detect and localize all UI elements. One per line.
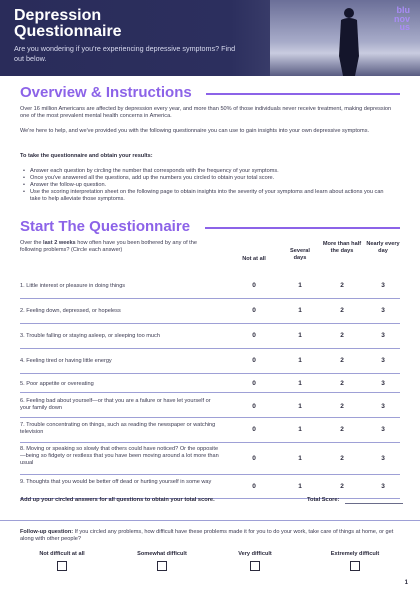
instruction-item: • Use the scoring interpretation sheet on the following page to obtain insights into the severity of your symptoms and learn about actions you can take to help alleviate those symptoms. xyxy=(22,189,392,203)
score-option-0[interactable]: 0 xyxy=(252,307,256,314)
question-row xyxy=(20,475,400,499)
column-header-more-than-half: More than half the days xyxy=(322,241,362,254)
score-option-3[interactable]: 3 xyxy=(381,357,385,364)
logo-line: blu xyxy=(396,5,410,15)
questionnaire-lead xyxy=(20,240,220,254)
score-option-3[interactable]: 3 xyxy=(381,282,385,289)
lead-text: how often have you been bothered by any of the following problems? (Circle each answer) xyxy=(20,240,197,253)
lead-text: Over the xyxy=(20,240,44,246)
instruction-list xyxy=(22,168,392,203)
overview-rule xyxy=(206,93,400,95)
total-score-field[interactable] xyxy=(345,503,403,504)
question-row xyxy=(20,393,400,418)
logo-line: nov xyxy=(393,13,410,24)
option-label: Somewhat difficult xyxy=(137,551,187,557)
section-divider xyxy=(0,520,420,521)
score-option-3[interactable]: 3 xyxy=(381,403,385,410)
score-option-1[interactable]: 1 xyxy=(298,380,302,387)
score-option-1[interactable]: 1 xyxy=(298,426,302,433)
question-text: 3. Trouble falling or staying asleep, or sleeping too much xyxy=(20,333,160,339)
score-option-2[interactable]: 2 xyxy=(340,332,344,339)
question-row xyxy=(20,443,400,475)
title-line-1: Depression xyxy=(14,7,102,24)
option-checkbox[interactable] xyxy=(57,561,67,571)
followup-question xyxy=(20,529,405,544)
page-number: 1 xyxy=(404,580,408,586)
question-row xyxy=(20,374,400,393)
overview-paragraph-1: Over 16 million Americans are affected by depression every year, and more than 50% of those individuals never receive treatment, making depression one of the most prevalent mental health concerns in America. xyxy=(20,106,392,120)
total-instruction: Add up your circled answers for all questions to obtain your total score. xyxy=(20,497,215,503)
followup-label: Follow-up question: xyxy=(20,529,74,535)
question-row xyxy=(20,274,400,299)
question-text: 9. Thoughts that you would be better off dead or hurting yourself in some way xyxy=(20,479,212,485)
question-text: 2. Feeling down, depressed, or hopeless xyxy=(20,308,121,314)
title-line-2: Questionnaire xyxy=(14,23,122,40)
score-option-2[interactable]: 2 xyxy=(340,483,344,490)
person-silhouette-icon xyxy=(336,6,362,76)
questionnaire-header xyxy=(20,240,400,274)
score-option-1[interactable]: 1 xyxy=(298,332,302,339)
score-option-0[interactable]: 0 xyxy=(252,357,256,364)
score-option-3[interactable]: 3 xyxy=(381,332,385,339)
overview-title: Overview & Instructions xyxy=(20,84,192,101)
column-header-not-at-all: Not at all xyxy=(242,256,266,262)
score-option-2[interactable]: 2 xyxy=(340,455,344,462)
option-checkbox[interactable] xyxy=(350,561,360,571)
score-option-2[interactable]: 2 xyxy=(340,426,344,433)
followup-text: If you circled any problems, how difficult have these problems made it for you to do your work, take care of things at home, or get along with other people? xyxy=(20,529,394,543)
option-checkbox[interactable] xyxy=(157,561,167,571)
question-text: 7. Trouble concentrating on things, such as reading the newspaper or watching television xyxy=(20,422,216,436)
overview-paragraph-2: We're here to help, and we've provided you with the following questionnaire you can use to gain insights into your own depressive symptoms. xyxy=(20,128,370,134)
score-option-3[interactable]: 3 xyxy=(381,307,385,314)
instruction-item: • Answer each question by circling the number that corresponds with the frequency of your symptoms. xyxy=(22,168,392,175)
question-text: 5. Poor appetite or overeating xyxy=(20,381,94,387)
questionnaire-rule xyxy=(205,227,400,229)
score-option-3[interactable]: 3 xyxy=(381,380,385,387)
score-option-0[interactable]: 0 xyxy=(252,282,256,289)
column-header-several-days: Several days xyxy=(290,248,310,261)
score-option-3[interactable]: 3 xyxy=(381,455,385,462)
option-label: Extremely difficult xyxy=(330,551,380,557)
lead-emphasis: last 2 weeks xyxy=(43,240,76,246)
score-option-0[interactable]: 0 xyxy=(252,455,256,462)
score-option-1[interactable]: 1 xyxy=(298,403,302,410)
score-option-1[interactable]: 1 xyxy=(298,357,302,364)
questionnaire-title: Start The Questionnaire xyxy=(20,218,191,235)
score-option-0[interactable]: 0 xyxy=(252,403,256,410)
question-text: 1. Little interest or pleasure in doing things xyxy=(20,283,126,289)
score-option-1[interactable]: 1 xyxy=(298,455,302,462)
difficulty-option-extremely xyxy=(310,551,400,571)
logo-line: us xyxy=(399,22,410,32)
option-label: Very difficult xyxy=(238,551,272,557)
question-text: 4. Feeling tired or having little energy xyxy=(20,358,112,364)
score-option-0[interactable]: 0 xyxy=(252,483,256,490)
difficulty-option-somewhat xyxy=(122,551,202,571)
steps-title: To take the questionnaire and obtain your results: xyxy=(20,153,153,159)
question-row xyxy=(20,418,400,443)
score-option-1[interactable]: 1 xyxy=(298,307,302,314)
total-score-label: Total Score: xyxy=(307,497,340,503)
score-option-0[interactable]: 0 xyxy=(252,426,256,433)
option-label: Not difficult at all xyxy=(39,551,85,557)
score-option-1[interactable]: 1 xyxy=(298,483,302,490)
score-option-3[interactable]: 3 xyxy=(381,483,385,490)
question-table xyxy=(20,274,400,499)
score-option-2[interactable]: 2 xyxy=(340,380,344,387)
score-option-2[interactable]: 2 xyxy=(340,282,344,289)
score-option-0[interactable]: 0 xyxy=(252,380,256,387)
difficulty-option-not-difficult xyxy=(22,551,102,571)
question-row xyxy=(20,299,400,324)
difficulty-option-very xyxy=(220,551,290,571)
score-option-0[interactable]: 0 xyxy=(252,332,256,339)
score-option-2[interactable]: 2 xyxy=(340,307,344,314)
intro-text: Are you wondering if you're experiencing depressive symptoms? Find out below. xyxy=(14,44,236,63)
option-checkbox[interactable] xyxy=(250,561,260,571)
score-option-2[interactable]: 2 xyxy=(340,357,344,364)
score-option-2[interactable]: 2 xyxy=(340,403,344,410)
brand-logo xyxy=(380,6,410,32)
score-option-3[interactable]: 3 xyxy=(381,426,385,433)
question-row xyxy=(20,349,400,374)
header-banner xyxy=(0,0,420,76)
column-header-nearly-every-day: Nearly every day xyxy=(366,241,400,254)
question-row xyxy=(20,324,400,349)
instruction-item: • Answer the follow-up question. xyxy=(22,182,392,189)
question-text: 8. Moving or speaking so slowly that others could have noticed? Or the opposite—being so fidgety or restless that you have been moving around a lot more than usual xyxy=(20,446,219,467)
score-option-1[interactable]: 1 xyxy=(298,282,302,289)
instruction-item: • Once you've answered all the questions, add up the numbers you circled to obtain your total score. xyxy=(22,175,392,182)
question-text: 6. Feeling bad about yourself—or that you are a failure or have let yourself or your family down xyxy=(20,398,211,412)
page-title xyxy=(14,8,254,40)
